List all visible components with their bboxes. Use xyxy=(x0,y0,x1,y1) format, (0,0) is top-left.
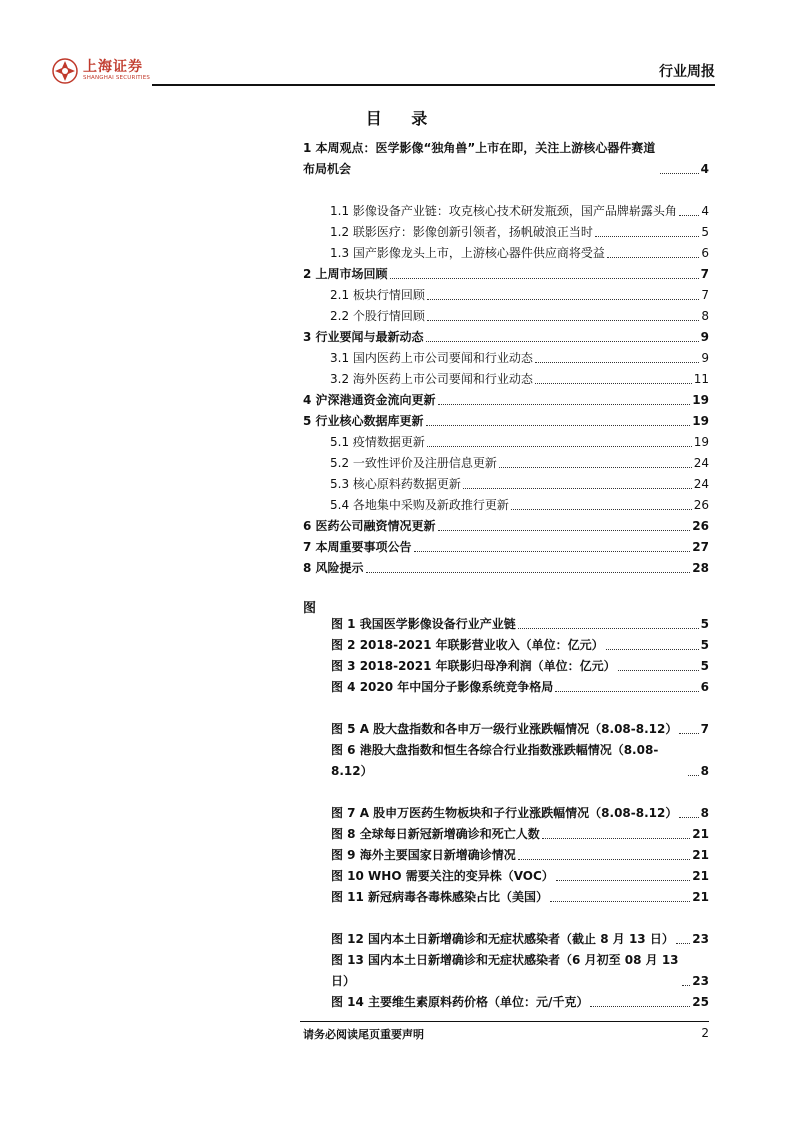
toc-entry-page: 27 xyxy=(692,540,709,554)
figure-entry-title: 图 2 2018-2021 年联影营业收入（单位：亿元） xyxy=(331,638,604,652)
dot-leader xyxy=(682,985,690,986)
toc-entry[interactable] xyxy=(303,474,709,495)
figure-entry-page: 25 xyxy=(692,995,709,1009)
toc-entry-title: 8 风险提示 xyxy=(303,561,364,575)
toc-entry[interactable] xyxy=(303,180,709,222)
dot-leader xyxy=(463,488,692,489)
toc-entry[interactable] xyxy=(303,243,709,264)
figure-entry[interactable] xyxy=(303,614,709,635)
toc-entry[interactable] xyxy=(303,285,709,306)
toc-entry[interactable] xyxy=(303,138,709,180)
figure-entry[interactable] xyxy=(303,782,709,824)
dot-leader xyxy=(607,257,699,258)
figure-entry[interactable] xyxy=(303,677,709,698)
toc-entry-title: 3 行业要闻与最新动态 xyxy=(303,330,424,344)
toc-entry[interactable] xyxy=(303,516,709,537)
toc-entry[interactable] xyxy=(303,390,709,411)
figure-entry-page: 8 xyxy=(700,764,709,778)
dot-leader xyxy=(679,215,699,216)
toc-entry-page: 5 xyxy=(701,225,709,239)
figure-entry-title: 图 6 港股大盘指数和恒生各综合行业指数涨跌幅情况（8.08-8.12） xyxy=(331,743,659,778)
figure-entry-title: 图 10 WHO 需要关注的变异株（VOC） xyxy=(331,869,554,883)
toc-entry-title: 5.1 疫情数据更新 xyxy=(330,435,425,449)
toc-entry-page: 6 xyxy=(701,246,709,260)
toc-entry-title: 2.2 个股行情回顾 xyxy=(330,309,425,323)
figure-entry-page: 21 xyxy=(692,827,709,841)
disclaimer-note: 请务必阅读尾页重要声明 xyxy=(303,1028,424,1041)
toc-entry-page: 19 xyxy=(692,414,709,428)
dot-leader xyxy=(618,670,699,671)
toc-entry-title: 3.2 海外医药上市公司要闻和行业动态 xyxy=(330,372,533,386)
shanghai-securities-logo-icon xyxy=(52,58,78,84)
toc-entry-page: 28 xyxy=(692,561,709,575)
dot-leader xyxy=(427,299,699,300)
figure-entry-page: 21 xyxy=(692,869,709,883)
figure-entry-page: 21 xyxy=(692,848,709,862)
toc-entry-page: 19 xyxy=(693,435,709,449)
figure-entry-title: 图 3 2018-2021 年联影归母净利润（单位：亿元） xyxy=(331,659,616,673)
toc-entry-title: 1.1 影像设备产业链：攻克核心技术研发瓶颈，国产品牌崭露头角 xyxy=(330,204,677,218)
logo-chinese-name: 上海证券 xyxy=(83,59,143,76)
toc-entry-page: 26 xyxy=(693,498,709,512)
dot-leader xyxy=(676,943,690,944)
toc-entry-title: 1.3 国产影像龙头上市，上游核心器件供应商将受益 xyxy=(330,246,605,260)
toc-entry-title: 3.1 国内医药上市公司要闻和行业动态 xyxy=(330,351,533,365)
dot-leader xyxy=(427,446,692,447)
dot-leader xyxy=(426,425,691,426)
figure-entry[interactable] xyxy=(303,698,709,740)
logo-english-name: SHANGHAI SECURITIES xyxy=(83,75,151,82)
toc-entry[interactable] xyxy=(303,495,709,516)
dot-leader xyxy=(590,1006,690,1007)
dot-leader xyxy=(535,383,692,384)
toc-entry-page: 7 xyxy=(700,267,709,281)
figure-entry-title: 图 8 全球每日新冠新增确诊和死亡人数 xyxy=(331,827,540,841)
figure-entry-title: 图 14 主要维生素原料药价格（单位：元/千克） xyxy=(331,995,589,1009)
toc-entry-title: 1.2 联影医疗：影像创新引领者，扬帆破浪正当时 xyxy=(330,225,593,239)
toc-entry-page: 8 xyxy=(701,309,709,323)
toc-entry-page: 7 xyxy=(701,288,709,302)
figure-entry[interactable] xyxy=(303,635,709,656)
figures-heading: 图 xyxy=(303,601,317,616)
dot-leader xyxy=(679,733,698,734)
toc-entry[interactable] xyxy=(303,348,709,369)
dot-leader xyxy=(606,649,699,650)
figure-entry[interactable] xyxy=(303,866,709,887)
dot-leader xyxy=(679,817,698,818)
figure-entry[interactable] xyxy=(303,845,709,866)
toc-entry-page: 26 xyxy=(692,519,709,533)
figure-entry-page: 5 xyxy=(700,617,709,631)
figure-entry-title: 图 5 A 股大盘指数和各申万一级行业涨跌幅情况（8.08-8.12） xyxy=(331,722,678,736)
dot-leader xyxy=(426,341,699,342)
figure-entry-title: 图 1 我国医学影像设备行业产业链 xyxy=(331,617,516,631)
toc-entry[interactable] xyxy=(303,432,709,453)
toc-entry-title: 6 医药公司融资情况更新 xyxy=(303,519,436,533)
toc-entry-page: 4 xyxy=(701,204,709,218)
figure-entry-title: 图 13 国内本土日新增确诊和无症状感染者（6 月初至 08 月 13 日） xyxy=(331,953,679,988)
figure-entry-title: 图 11 新冠病毒各毒株感染占比（美国） xyxy=(331,890,549,904)
toc-entry-title: 5.4 各地集中采购及新政推行更新 xyxy=(330,498,509,512)
dot-leader xyxy=(542,838,691,839)
dot-leader xyxy=(555,691,698,692)
toc-entry[interactable] xyxy=(303,369,709,390)
toc-entry-page: 19 xyxy=(692,393,709,407)
dot-leader xyxy=(688,775,699,776)
toc-entry[interactable] xyxy=(303,327,709,348)
toc-entry-page: 9 xyxy=(701,351,709,365)
toc-entry-title: 5 行业核心数据库更新 xyxy=(303,414,424,428)
figure-entry-page: 7 xyxy=(700,722,709,736)
dot-leader xyxy=(438,404,691,405)
toc-entry-title: 2 上周市场回顾 xyxy=(303,267,388,281)
page-number: 2 xyxy=(701,1026,709,1040)
figure-entry-page: 21 xyxy=(692,890,709,904)
toc-entry-page: 24 xyxy=(693,456,709,470)
toc-entry-title: 5.3 核心原料药数据更新 xyxy=(330,477,461,491)
figure-entry[interactable] xyxy=(303,887,709,908)
figure-entry-page: 6 xyxy=(700,680,709,694)
figure-entry-page: 5 xyxy=(700,659,709,673)
dot-leader xyxy=(518,628,699,629)
toc-entry-page: 11 xyxy=(693,372,709,386)
figure-entry-title: 图 4 2020 年中国分子影像系统竞争格局 xyxy=(331,680,554,694)
toc-entry-title: 7 本周重要事项公告 xyxy=(303,540,412,554)
list-of-figures xyxy=(303,614,709,1013)
toc-entry[interactable] xyxy=(303,537,709,558)
toc-entry[interactable] xyxy=(303,306,709,327)
toc-entry[interactable] xyxy=(303,264,709,285)
dot-leader xyxy=(366,572,691,573)
figure-entry-title: 图 12 国内本土日新增确诊和无症状感染者（截止 8 月 13 日） xyxy=(331,932,674,946)
figure-entry-title: 图 7 A 股申万医药生物板块和子行业涨跌幅情况（8.08-8.12） xyxy=(331,806,678,820)
figure-entry-page: 8 xyxy=(700,806,709,820)
figure-entry[interactable] xyxy=(303,824,709,845)
dot-leader xyxy=(427,320,699,321)
header-divider xyxy=(152,84,715,86)
dot-leader xyxy=(595,236,699,237)
toc-entry-title: 1 本周观点：医学影像“独角兽”上市在即，关注上游核心器件赛道布局机会 xyxy=(303,141,656,176)
footer-divider xyxy=(300,1021,709,1022)
dot-leader xyxy=(518,859,691,860)
figure-entry[interactable] xyxy=(303,740,709,782)
dot-leader xyxy=(550,901,690,902)
figure-entry-page: 23 xyxy=(692,974,709,988)
dot-leader xyxy=(535,362,699,363)
figure-entry-page: 5 xyxy=(700,638,709,652)
figure-entry[interactable] xyxy=(303,908,709,950)
dot-leader xyxy=(499,467,692,468)
dot-leader xyxy=(556,880,690,881)
toc-entry-title: 2.1 板块行情回顾 xyxy=(330,288,425,302)
figure-entry-title: 图 9 海外主要国家日新增确诊情况 xyxy=(331,848,516,862)
toc-entry[interactable] xyxy=(303,411,709,432)
dot-leader xyxy=(660,173,699,174)
toc-entry-page: 9 xyxy=(700,330,709,344)
dot-leader xyxy=(390,278,699,279)
toc-entry-title: 5.2 一致性评价及注册信息更新 xyxy=(330,456,497,470)
report-type-label: 行业周报 xyxy=(659,64,715,80)
figure-entry[interactable] xyxy=(303,950,709,992)
toc-entry[interactable] xyxy=(303,222,709,243)
toc-entry-page: 4 xyxy=(700,162,709,176)
figure-entry[interactable] xyxy=(303,992,709,1013)
figure-entry-page: 23 xyxy=(692,932,709,946)
toc-entry-page: 24 xyxy=(693,477,709,491)
table-of-contents xyxy=(303,138,709,579)
toc-entry[interactable] xyxy=(303,453,709,474)
toc-title: 目 录 xyxy=(365,109,440,128)
company-logo xyxy=(52,58,150,84)
dot-leader xyxy=(414,551,691,552)
toc-entry[interactable] xyxy=(303,558,709,579)
toc-entry-title: 4 沪深港通资金流向更新 xyxy=(303,393,436,407)
dot-leader xyxy=(511,509,692,510)
figure-entry[interactable] xyxy=(303,656,709,677)
dot-leader xyxy=(438,530,691,531)
page-header xyxy=(52,56,715,90)
